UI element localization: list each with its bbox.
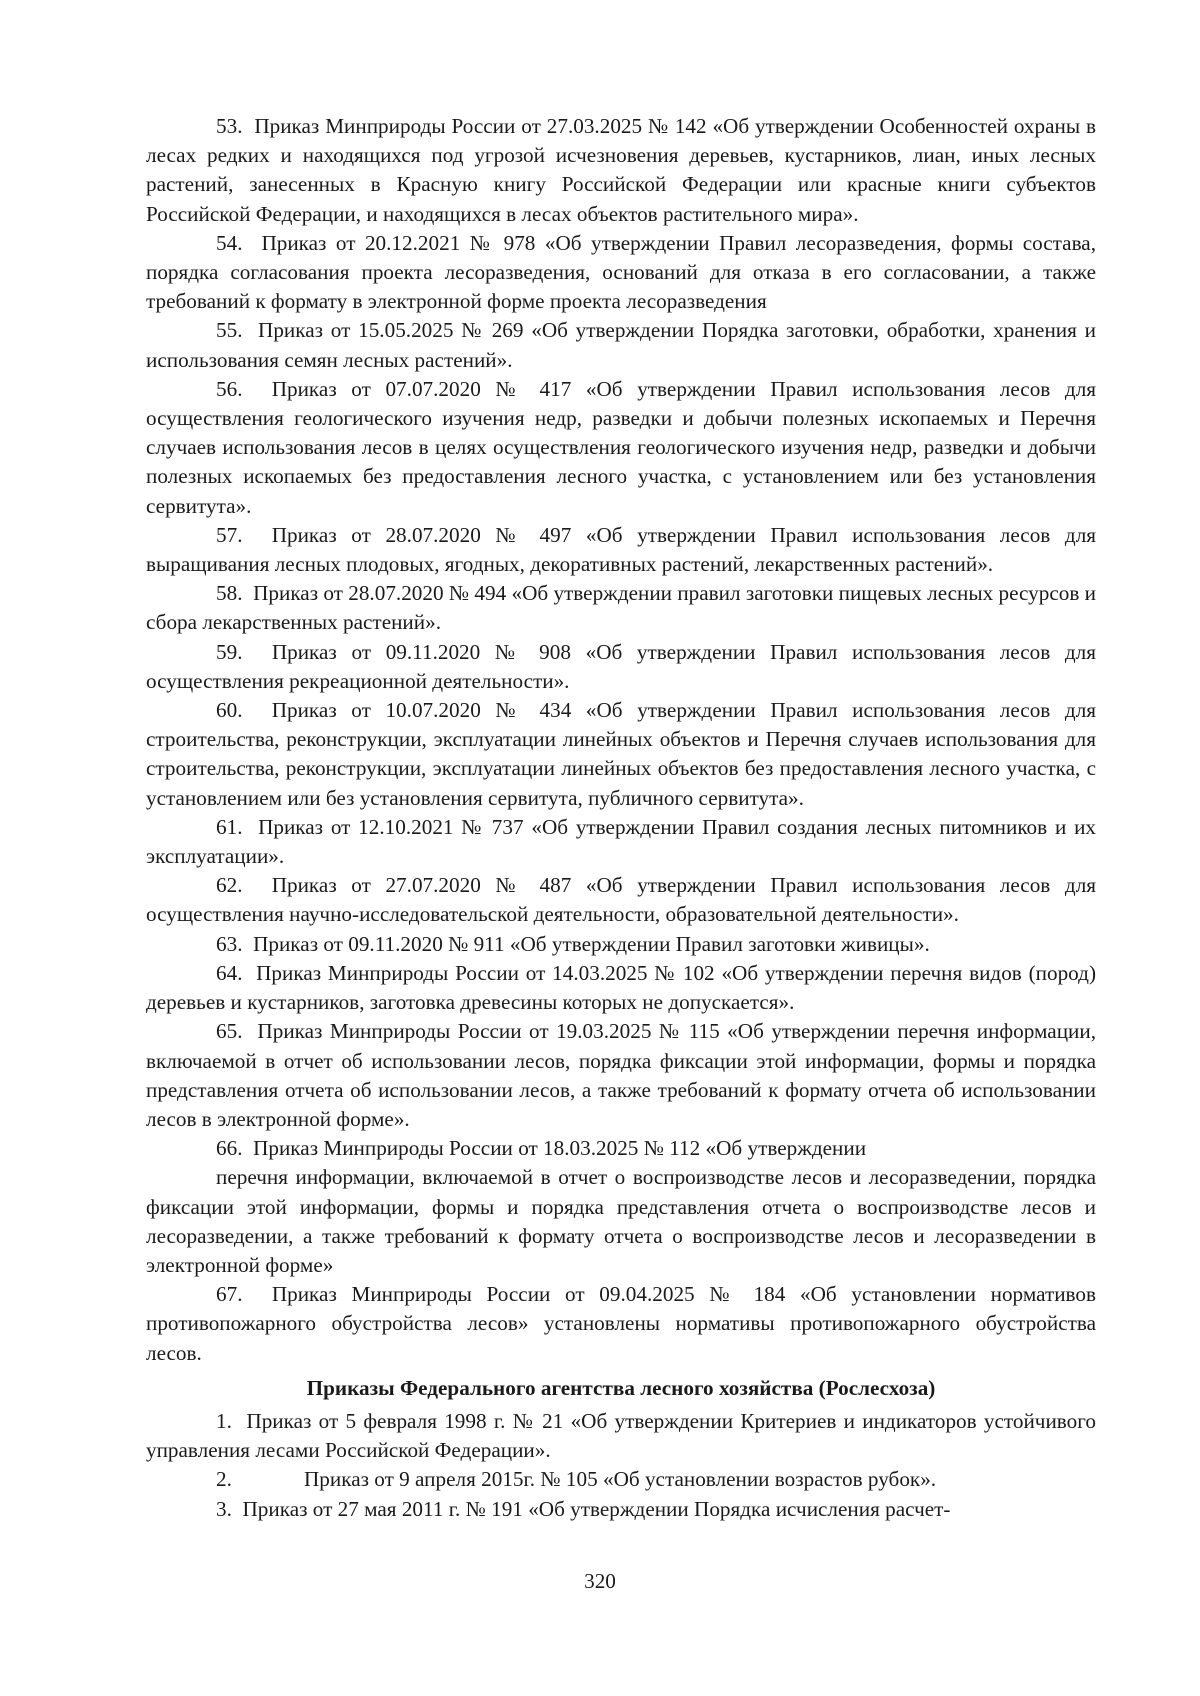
item-number: 2. bbox=[216, 1467, 232, 1492]
section-heading: Приказы Федерального агентства лесного хозяйства (Рослесхоза) bbox=[306, 1375, 936, 1400]
item-text: Приказ от 27.07.2020 № 487 «Об утверждении Правил использования лесов для осуществления научно-исследовательской деятельности, образовательной деятельности». bbox=[146, 873, 1097, 927]
item-number: 56. bbox=[216, 376, 243, 401]
item-number: 67. bbox=[216, 1282, 243, 1307]
item-number: 58. bbox=[216, 581, 243, 606]
list-item bbox=[146, 871, 1096, 929]
item-number: 61. bbox=[216, 814, 243, 839]
list-item bbox=[146, 1280, 1096, 1368]
item-text: Приказ от 15.05.2025 № 269 «Об утверждении Порядка заготовки, обработки, хранения и использования семян лесных растений». bbox=[146, 318, 1096, 372]
document-body bbox=[146, 112, 1096, 1524]
item-text: Приказ Минприроды России от 27.03.2025 № 142 «Об утверждении Особенностей охраны в лесах редких и находящихся под угрозой исчезновения деревьев, кустарников, лиан, иных лесных растений, занесенных в Красную книгу Российской Федерации или красные книги субъектов Российской Федерации, и находящихся в лесах объектов растительного мира». bbox=[146, 114, 1096, 226]
item-text: Приказ Минприроды России от 19.03.2025 № 115 «Об утверждении перечня информации, включаемой в отчет об использовании лесов, порядка фиксации этой информации, формы и порядка представления отчета об использовании лесов, а также требований к формату отчета об использовании лесов в электронной форме». bbox=[146, 1019, 1097, 1131]
list-item bbox=[146, 1495, 1096, 1524]
item-text: Приказ от 10.07.2020 № 434 «Об утверждении Правил использования лесов для строительства, реконструкции, эксплуатации линейных объектов и Перечня случаев использования для строительства, реконструкции, эксплуатации линейных объектов без предоставления лесного участка, с установлением или без установления сервитута, публичного сервитута». bbox=[146, 698, 1097, 810]
item-number: 53. bbox=[216, 114, 243, 138]
list-item bbox=[146, 1134, 1096, 1163]
list-item bbox=[146, 229, 1096, 317]
item-text: Приказ Минприроды России от 18.03.2025 № 112 «Об утверждении bbox=[253, 1136, 867, 1161]
item-number: 1. bbox=[216, 1408, 232, 1433]
item-text: Приказ от 27 мая 2011 г. № 191 «Об утверждении Порядка исчисления расчет- bbox=[242, 1496, 951, 1521]
list-item bbox=[146, 579, 1096, 637]
item-number: 57. bbox=[216, 522, 243, 547]
item-number: 62. bbox=[216, 873, 243, 898]
list-item bbox=[146, 638, 1096, 696]
item-number: 3. bbox=[216, 1496, 232, 1521]
item-text: Приказ от 07.07.2020 № 417 «Об утверждении Правил использования лесов для осуществления геологического изучения недр, разведки и добычи полезных ископаемых и Перечня случаев использования лесов в целях осуществления геологического изучения недр, разведки и добычи полезных ископаемых без предоставления лесного участка, с установлением или без установления сервитута». bbox=[146, 376, 1097, 518]
item-number: 64. bbox=[216, 960, 243, 985]
list-item bbox=[146, 813, 1096, 871]
item-text: Приказ от 28.07.2020 № 497 «Об утверждении Правил использования лесов для выращивания лесных плодовых, ягодных, декоративных растений, лекарственных растений». bbox=[146, 522, 1097, 577]
item-number: 55. bbox=[216, 318, 243, 343]
item-66-continuation: перечня информации, включаемой в отчет о воспроизводстве лесов и лесоразведении, порядка фиксации этой информации, формы и порядка представления отчета о воспроизводстве лесов и лесоразведении, а также требований к формату отчета о воспроизводстве лесов и лесоразведении в электронной форме» bbox=[146, 1165, 1096, 1277]
list-item bbox=[146, 1017, 1096, 1134]
list-item bbox=[146, 1407, 1096, 1465]
list-item bbox=[146, 375, 1096, 521]
page-number: 320 bbox=[584, 1569, 616, 1593]
item-text: Приказ от 20.12.2021 № 978 «Об утверждении Правил лесоразведения, формы состава, порядка согласования проекта лесоразведения, оснований для отказа в его согласовании, а также требований к формату в электронной форме проекта лесоразведения bbox=[146, 230, 1096, 314]
item-number: 54. bbox=[216, 230, 243, 255]
item-text: Приказ Минприроды России от 09.04.2025 № 184 «Об установлении нормативов противопожарного обустройства лесов» установлены нормативы противопожарного обустройства лесов. bbox=[146, 1282, 1096, 1365]
item-number: 59. bbox=[216, 639, 243, 664]
item-text: Приказ от 12.10.2021 № 737 «Об утверждении Правил создания лесных питомников и их эксплуатации». bbox=[146, 814, 1096, 869]
item-text: Приказ от 5 февраля 1998 г. № 21 «Об утверждении Критериев и индикаторов устойчивого управления лесами Российской Федерации». bbox=[146, 1408, 1097, 1463]
list-item bbox=[146, 696, 1096, 813]
item-text: Приказ Минприроды России от 14.03.2025 № 102 «Об утверждении перечня видов (пород) деревьев и кустарников, заготовка древесины которых не допускается». bbox=[146, 960, 1097, 1015]
item-text: Приказ от 09.11.2020 № 908 «Об утверждении Правил использования лесов для осуществления рекреационной деятельности». bbox=[146, 639, 1096, 693]
item-number: 66. bbox=[216, 1136, 243, 1161]
list-item bbox=[146, 930, 1096, 959]
item-number: 65. bbox=[216, 1019, 243, 1044]
list-item bbox=[146, 316, 1096, 374]
item-number: 63. bbox=[216, 931, 243, 956]
item-text: Приказ от 9 апреля 2015г. № 105 «Об установлении возрастов рубок». bbox=[304, 1467, 937, 1492]
list-item bbox=[146, 521, 1096, 579]
list-item bbox=[146, 1465, 1096, 1494]
item-number: 60. bbox=[216, 698, 243, 723]
item-text: Приказ от 09.11.2020 № 911 «Об утверждении Правил заготовки живицы». bbox=[253, 931, 930, 956]
list-item bbox=[146, 959, 1096, 1017]
list-item bbox=[146, 112, 1096, 229]
item-text: Приказ от 28.07.2020 № 494 «Об утверждении правил заготовки пищевых лесных ресурсов и сбора лекарственных растений». bbox=[146, 581, 1097, 635]
